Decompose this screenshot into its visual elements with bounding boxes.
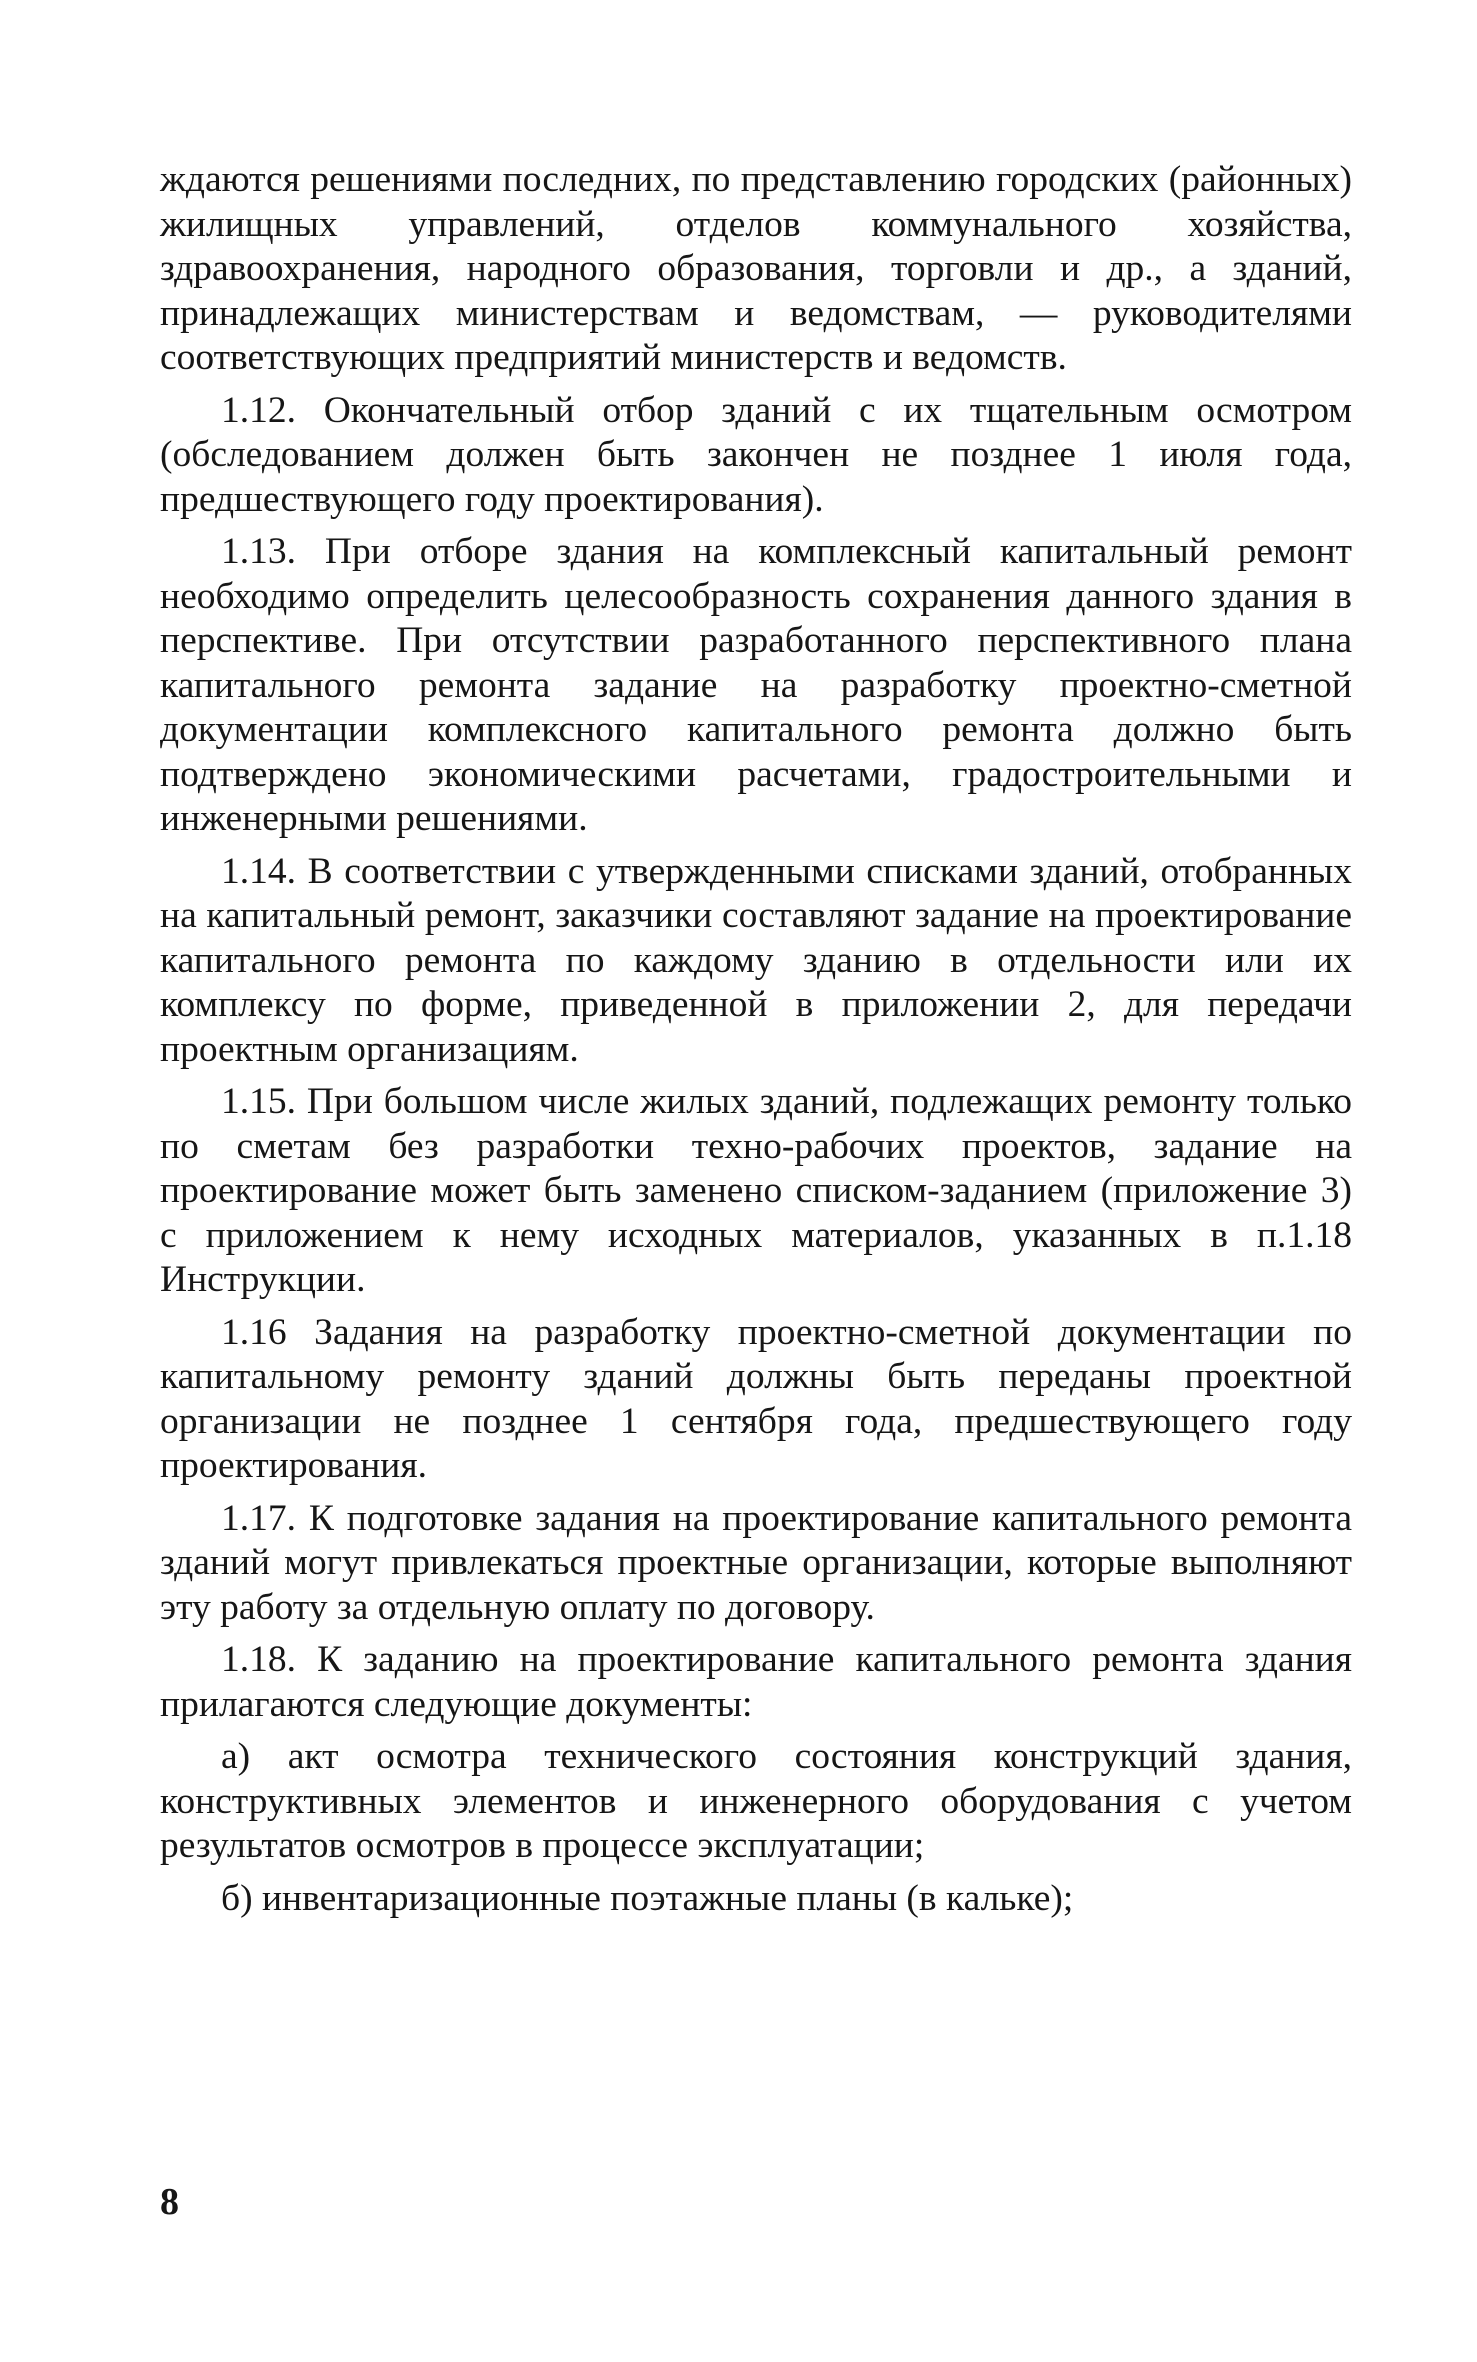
paragraph-1-17: 1.17. К подготовке задания на проектирование капитального ремонта зданий могут привлекаться проектные организации, которые выполняют эту работу за отдельную оплату по договору.: [160, 1497, 1352, 1628]
document-body: [160, 158, 1352, 1929]
list-item-a: а) акт осмотра технического состояния конструкций здания, конструктивных элементов и инженерного оборудования с учетом результатов осмотров в процессе эксплуатации;: [160, 1736, 1352, 1866]
paragraph-1-14: 1.14. В соответствии с утвержденными списками зданий, отобранных на капитальный ремонт, заказчики составляют задание на проектирование капитального ремонта по каждому зданию в отдельности или их комплексу по форме, приведенной в приложении 2, для передачи проектным организациям.: [160, 850, 1352, 1070]
list-item-b: б) инвентаризационные поэтажные планы (в кальке);: [221, 1877, 1074, 1919]
paragraph-1-16: 1.16 Задания на разработку проектно-сметной документации по капитальному ремонту зданий должны быть переданы проектной организации не позднее 1 сентября года, предшествующего году проектирования.: [160, 1311, 1352, 1486]
paragraph-1-15: 1.15. При большом числе жилых зданий, подлежащих ремонту только по сметам без разработки техно-рабочих проектов, задание на проектирование может быть заменено списком-заданием (приложение 3) с приложением к нему исходных материалов, указанных в п.1.18 Инструкции.: [160, 1081, 1352, 1300]
paragraph-1-13: 1.13. При отборе здания на комплексный капитальный ремонт необходимо определить целесообразность сохранения данного здания в перспективе. При отсутствии разработанного перспективного плана капитального ремонта задание на разработку проектно-сметной документации комплексного капитального ремонта должно быть подтверждено экономическими расчетами, градостроительными и инженерными решениями.: [160, 531, 1352, 839]
paragraph-continuation: ждаются решениями последних, по представлению городских (районных) жилищных управлений, отделов коммунального хозяйства, здравоохранения, народного образования, торговли и др., а зданий, принадлежащих министерствам и ведомствам, — руководителями соответствующих предприятий министерств и ведомств.: [160, 159, 1352, 378]
paragraph-1-18: 1.18. К заданию на проектирование капитального ремонта здания прилагаются следующие документы:: [160, 1639, 1352, 1725]
paragraph-1-12: 1.12. Окончательный отбор зданий с их тщательным осмотром (обследованием должен быть закончен не позднее 1 июля года, предшествующего году проектирования).: [160, 389, 1352, 520]
page-number: 8: [160, 2181, 179, 2223]
